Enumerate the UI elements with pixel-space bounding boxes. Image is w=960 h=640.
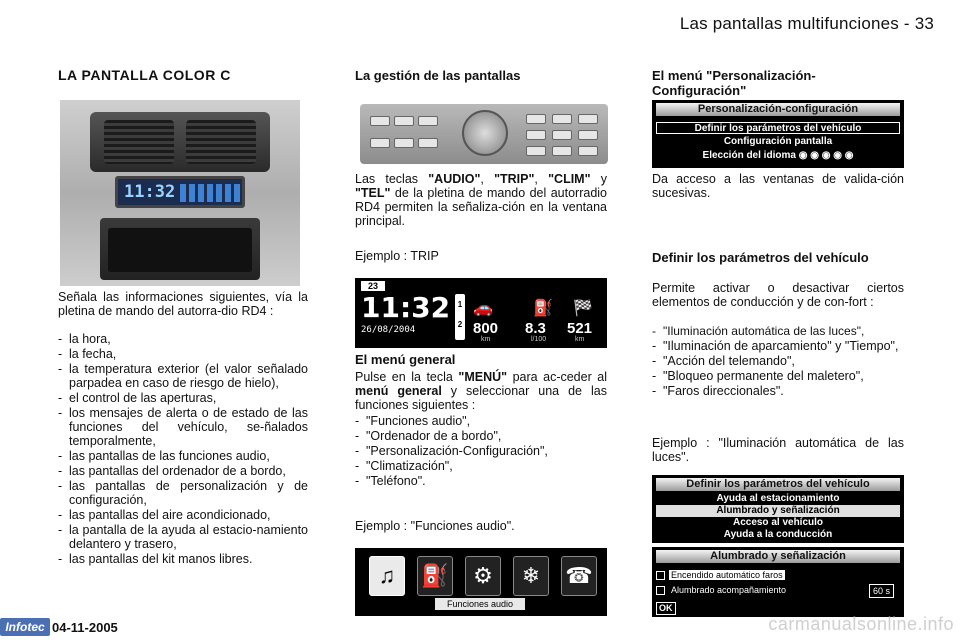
timer-value: 60 s bbox=[869, 584, 894, 598]
col3-access-text: Da acceso a las ventanas de valida-ción sucesivas. bbox=[652, 172, 904, 200]
footer-date: 04-11-2005 bbox=[52, 620, 118, 635]
phone-icon: ☎ bbox=[561, 556, 597, 596]
list-item: - la fecha, bbox=[58, 347, 308, 361]
trip-value-1: 800 bbox=[473, 320, 499, 337]
list-item: - las pantallas de las funciones audio, bbox=[58, 449, 308, 463]
list-item: - "Acción del telemando", bbox=[652, 354, 904, 368]
dashboard-screen-info bbox=[180, 184, 240, 202]
trip-date: 26/08/2004 bbox=[361, 325, 416, 335]
col3-def-intro: Permite activar o desactivar ciertos elementos de conducción y de con-fort : bbox=[652, 281, 904, 309]
menu-item: Ayuda a la conducción bbox=[723, 529, 833, 540]
lighting-option-row: Encendido automático faros bbox=[656, 569, 900, 581]
example-trip-label: Ejemplo : TRIP bbox=[355, 249, 439, 263]
trip-unit-1: km bbox=[481, 336, 491, 343]
list-item: - las pantallas del aire acondicionado, bbox=[58, 508, 308, 522]
lighting-option-row: Alumbrado acompañamiento 60 s bbox=[656, 584, 900, 596]
trip-clock: 11:32 bbox=[361, 291, 451, 324]
col1-intro: Señala las informaciones siguientes, vía la pletina de mando del autorra-dio RD4 : bbox=[58, 290, 308, 318]
list-item: - "Climatización", bbox=[355, 459, 607, 473]
section-title-definir: Definir los parámetros del vehículo bbox=[652, 250, 869, 265]
temperature-badge: 23 bbox=[361, 281, 385, 291]
list-item: - "Ordenador de a bordo", bbox=[355, 429, 607, 443]
col2-menu-list bbox=[355, 414, 607, 489]
section-title-personalizacion: El menú "Personalización-Configuración" bbox=[652, 68, 816, 98]
list-item: - "Iluminación automática de las luces", bbox=[652, 324, 904, 338]
section-title-pantalla-color: LA PANTALLA COLOR C bbox=[58, 67, 231, 83]
functions-audio-screen bbox=[355, 548, 607, 616]
section-title-menu-general: El menú general bbox=[355, 352, 456, 367]
functions-audio-label: Funciones audio bbox=[435, 598, 525, 610]
air-vent-left bbox=[104, 120, 174, 164]
list-item: - los mensajes de alerta o de estado de las funciones del vehículo, se-ñalados temporalmente, bbox=[58, 406, 308, 448]
audio-notes-icon: ♫ bbox=[369, 556, 405, 596]
screen-header: Definir los parámetros del vehículo bbox=[656, 478, 900, 491]
list-item: - la temperatura exterior (el valor señalado parpadea en caso de riesgo de hielo), bbox=[58, 362, 308, 390]
menu-item: Acceso al vehículo bbox=[732, 517, 824, 528]
example-audio-label: Ejemplo : "Funciones audio". bbox=[355, 519, 515, 533]
dashboard-color-screen bbox=[115, 176, 245, 208]
list-item: - la pantalla de la ayuda al estacio-namiento delantero y trasero, bbox=[58, 523, 308, 551]
dashboard-top-panel bbox=[90, 112, 270, 172]
trip-computer-icon: ⛽ bbox=[417, 556, 453, 596]
trip-value-2: 8.3 bbox=[525, 320, 546, 337]
example-lum-label: Ejemplo : "Iluminación automática de las luces". bbox=[652, 436, 904, 464]
trip-value-3: 521 bbox=[567, 320, 593, 337]
language-flags-icon: ◉ ◉ ◉ ◉ ◉ bbox=[798, 150, 854, 161]
screen-header: Alumbrado y señalización bbox=[656, 550, 900, 563]
list-item: - "Faros direccionales". bbox=[652, 384, 904, 398]
list-item: - "Teléfono". bbox=[355, 474, 607, 488]
checkbox-icon bbox=[656, 571, 665, 580]
radio-dial-icon bbox=[462, 110, 508, 156]
list-item: - "Bloqueo permanente del maletero", bbox=[652, 369, 904, 383]
screen-header: Personalización-configuración bbox=[656, 103, 900, 116]
infotec-logo: Infotec bbox=[0, 618, 50, 636]
list-item: - "Iluminación de aparcamiento" y "Tiempo", bbox=[652, 339, 904, 353]
list-item: - el control de las aperturas, bbox=[58, 391, 308, 405]
dashboard-clock: 11:32 bbox=[124, 182, 176, 202]
air-vent-right bbox=[186, 120, 256, 164]
ok-button-icon: OK bbox=[656, 602, 676, 615]
lighting-screen bbox=[652, 547, 904, 617]
list-item: - las pantallas del ordenador de a bordo, bbox=[58, 464, 308, 478]
checkered-flag-icon: 🏁 bbox=[573, 300, 593, 317]
list-item: - "Personalización-Configuración", bbox=[355, 444, 607, 458]
menu-item: Ayuda al estacionamiento bbox=[716, 493, 840, 504]
vehicle-params-screen bbox=[652, 475, 904, 543]
list-item: - las pantallas del kit manos libres. bbox=[58, 552, 308, 566]
col3-def-list bbox=[652, 324, 904, 399]
settings-sliders-icon: ⚙ bbox=[465, 556, 501, 596]
climate-icon: ❄ bbox=[513, 556, 549, 596]
watermark: carmanualsonline.info bbox=[768, 614, 954, 634]
menu-item: Elección del idioma ◉ ◉ ◉ ◉ ◉ bbox=[702, 150, 854, 161]
trip-unit-3: km bbox=[575, 336, 585, 343]
trip-screen bbox=[355, 278, 607, 348]
col1-info-list bbox=[58, 332, 308, 567]
page-title: Las pantallas multifunciones - 33 bbox=[679, 14, 934, 33]
list-item: - la hora, bbox=[58, 332, 308, 346]
car-fuel-icon: 🚗 bbox=[473, 300, 493, 317]
menu-item: Configuración pantalla bbox=[723, 136, 833, 147]
menu-item: Definir los parámetros del vehículo bbox=[656, 122, 900, 134]
storage-compartment bbox=[100, 218, 260, 280]
fuel-pump-icon: ⛽ bbox=[533, 300, 553, 317]
dashboard-photo bbox=[60, 100, 300, 286]
trip-unit-2: l/100 bbox=[531, 336, 547, 343]
list-item: - las pantallas de personalización y de configuración, bbox=[58, 479, 308, 507]
trip-side-tabs: 1 2 bbox=[455, 294, 465, 340]
radio-control-panel-photo bbox=[360, 104, 608, 164]
personalization-menu-screen bbox=[652, 100, 904, 168]
menu-item-selected: Alumbrado y señalización bbox=[656, 505, 900, 517]
list-item: - "Funciones audio", bbox=[355, 414, 607, 428]
section-title-gestion: La gestión de las pantallas bbox=[355, 68, 521, 83]
col2-keys-paragraph: Las teclas "AUDIO", "TRIP", "CLIM" y "TEL" de la pletina de mando del autorradio RD4 permiten la señaliza-ción en la ventana principal. bbox=[355, 172, 607, 228]
checkbox-icon bbox=[656, 586, 665, 595]
col2-menu-paragraph: Pulse en la tecla "MENÚ" para ac-ceder al menú general y seleccionar una de las funciones siguientes : bbox=[355, 370, 607, 412]
